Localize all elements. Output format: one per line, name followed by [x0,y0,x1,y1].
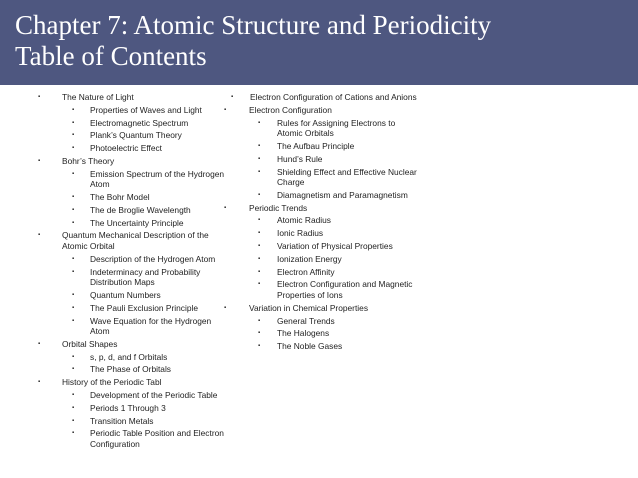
bullet-icon: ▪ [224,204,227,211]
toc-list-right-continued [222,92,422,103]
bullet-icon: ▪ [258,155,261,162]
toc-item-label: Transition Metals [90,415,154,426]
bullet-icon: ▪ [72,145,75,152]
toc-item-label: Periodic Trends [249,202,308,213]
toc-item-label: Ionization Energy [277,253,342,264]
toc-item-label: General Trends [277,315,335,326]
toc-right-column [222,92,422,354]
toc-item-label: Quantum Mechanical Description of the Atomic Orbital [62,230,209,251]
bullet-icon: ▪ [258,142,261,149]
bullet-icon: ▪ [258,317,261,324]
bullet-icon: ▪ [224,304,227,311]
toc-subsection [222,154,422,165]
toc-subsection [222,341,422,352]
toc-subsection [36,205,226,216]
bullet-icon: ▪ [258,191,261,198]
bullet-icon: ▪ [72,353,75,360]
toc-item-label: Plank’s Quantum Theory [90,130,182,141]
toc-subsection [222,316,422,327]
toc-section [222,303,422,352]
toc-subsection [222,254,422,265]
bullet-icon: ▪ [258,268,261,275]
toc-subsection [36,352,226,363]
toc-item-label: Electron Affinity [277,266,335,277]
toc-subsection [222,215,422,226]
toc-list-left [36,92,226,450]
bullet-icon: ▪ [72,132,75,139]
toc-item-label: Orbital Shapes [62,338,118,349]
toc-subsection [222,190,422,201]
toc-item-label: Electron Configuration and Magnetic Properties of Ions [277,279,413,300]
toc-item-label: Periodic Table Position and Electron Configuration [90,428,224,449]
bullet-icon: ▪ [72,366,75,373]
toc-item-label: Shielding Effect and Effective Nuclear Charge [277,166,417,188]
toc-subsection [222,267,422,278]
toc-item-label: Description of the Hydrogen Atom [90,253,216,264]
toc-subsection-list [62,169,226,229]
toc-item-label: Wave Equation for the Hydrogen Atom [90,315,212,337]
toc-item-label: The Noble Gases [277,341,343,352]
toc-subsection-list [249,118,422,201]
bullet-icon: ▪ [38,232,41,239]
title-bar [0,0,638,85]
bullet-icon: ▪ [72,194,75,201]
toc-subsection-list [62,105,226,154]
bullet-icon: ▪ [258,255,261,262]
toc-subsection [36,290,226,301]
toc-subsection [222,241,422,252]
toc-item-label: Properties of Waves and Light [90,104,202,115]
toc-left-column [36,92,226,452]
toc-subsection [36,390,226,401]
toc-subsection [36,143,226,154]
toc-item-label: Diamagnetism and Paramagnetism [277,189,408,200]
toc-subsection [36,254,226,265]
toc-item-label: The Pauli Exclusion Principle [90,302,198,313]
toc-subsection [36,267,226,288]
bullet-icon: ▪ [72,291,75,298]
toc-subsection [222,118,422,139]
toc-subsection-list [62,390,226,450]
bullet-icon: ▪ [72,170,75,177]
toc-item-label: Photoelectric Effect [90,143,163,154]
toc-item-label: Periods 1 Through 3 [90,402,166,413]
toc-item-label: The de Broglie Wavelength [90,204,191,215]
toc-subsection [222,328,422,339]
bullet-icon: ▪ [38,340,41,347]
toc-subsection [36,192,226,203]
toc-subsection [36,403,226,414]
toc-item-label: Development of the Periodic Table [90,390,218,400]
toc-item-label: The Aufbau Principle [277,140,355,151]
bullet-icon: ▪ [258,230,261,237]
bullet-icon: ▪ [72,392,75,398]
toc-subsection [195,92,422,103]
bullet-icon: ▪ [38,94,41,100]
bullet-icon: ▪ [38,157,41,164]
toc-item-label: s, p, d, and f Orbitals [90,351,168,362]
bullet-icon: ▪ [72,206,75,213]
slide-subtitle: Table of Contents [15,41,207,71]
bullet-icon: ▪ [231,94,234,100]
bullet-icon: ▪ [72,430,75,437]
bullet-icon: ▪ [72,219,75,226]
bullet-icon: ▪ [258,243,261,249]
bullet-icon: ▪ [72,404,75,411]
toc-subsection [36,130,226,141]
toc-subsection [36,118,226,129]
toc-subsection [222,279,422,300]
toc-section [36,156,226,228]
toc-item-label: Variation in Chemical Properties [249,302,369,313]
toc-subsection [36,169,226,190]
toc-section [222,203,422,301]
toc-item-label: Quantum Numbers [90,289,161,300]
bullet-icon: ▪ [258,330,261,337]
toc-subsection [36,316,226,337]
toc-subsection-list [62,254,226,337]
bullet-icon: ▪ [72,317,75,324]
toc-subsection-list [62,352,226,375]
toc-item-label: The Bohr Model [90,192,150,203]
toc-section [222,105,422,201]
bullet-icon: ▪ [258,217,261,224]
toc-item-label: Electromagnetic Spectrum [90,117,189,128]
toc-item-label: The Phase of Orbitals [90,364,171,375]
toc-item-label: Variation of Physical Properties [277,241,393,251]
toc-item-label: Atomic Radius [277,215,331,226]
toc-subsection-list [249,215,422,300]
toc-item-label: The Halogens [277,328,330,339]
toc-item-label: The Nature of Light [62,92,134,102]
toc-subsection [36,105,226,116]
slide-title: Chapter 7: Atomic Structure and Periodicity [15,10,492,40]
toc-list-right [222,105,422,352]
bullet-icon: ▪ [72,304,75,311]
toc-subsection [36,364,226,375]
bullet-icon: ▪ [38,379,41,386]
toc-section [36,230,226,336]
toc-section [36,339,226,375]
toc-subsection [222,141,422,152]
bullet-icon: ▪ [224,106,227,113]
bullet-icon: ▪ [72,268,75,275]
toc-item-label: Bohr’s Theory [62,155,115,166]
bullet-icon: ▪ [72,417,75,424]
toc-item-label: Electron Configuration of Cations and Anions [250,92,417,102]
toc-subsection [36,303,226,314]
bullet-icon: ▪ [72,119,75,126]
toc-item-label: Emission Spectrum of the Hydrogen Atom [90,168,225,190]
toc-item-label: Indeterminacy and Probability Distribution Maps [90,266,201,288]
toc-subsection [222,167,422,188]
toc-subsection [36,218,226,229]
toc-subsection [36,416,226,427]
toc-item-label: Rules for Assigning Electrons to Atomic Orbitals [277,117,396,139]
bullet-icon: ▪ [258,343,261,350]
bullet-icon: ▪ [258,168,261,175]
toc-subsection-list [249,316,422,352]
toc-item-label: History of the Periodic Tabl [62,377,162,388]
toc-subsection [36,428,226,449]
toc-item-label: The Uncertainty Principle [90,217,184,228]
toc-item-label: Hund’s Rule [277,153,323,164]
toc-subsection [222,228,422,239]
bullet-icon: ▪ [72,106,75,113]
bullet-icon: ▪ [258,119,261,126]
toc-item-label: Electron Configuration [249,104,332,115]
toc-item-label: Ionic Radius [277,228,324,239]
toc-section [36,377,226,449]
bullet-icon: ▪ [258,281,261,288]
bullet-icon: ▪ [72,255,75,262]
